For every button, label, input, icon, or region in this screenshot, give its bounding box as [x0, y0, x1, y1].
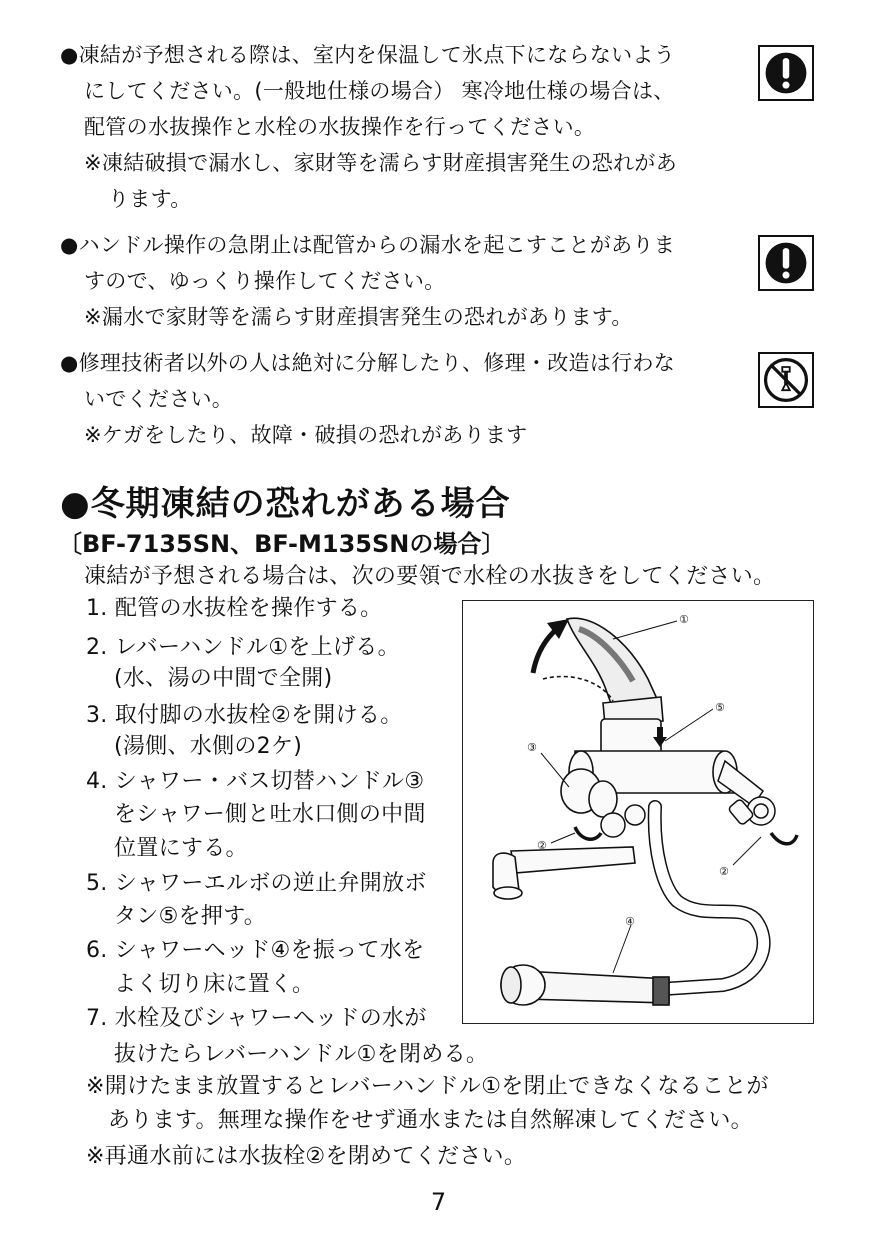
callout-4-shower-head: ④ [625, 915, 635, 928]
warning-2-note: ※漏水で家財等を濡らす財産損害発生の恐れがあります。 [84, 305, 633, 329]
warning-1-line-1: ●凍結が予想される際は、室内を保温して氷点下にならないよう [60, 43, 676, 67]
lever-up-arrow [533, 627, 559, 673]
warning-3-line-2: いでください。 [84, 387, 234, 411]
mandatory-exclamation-icon [758, 235, 814, 291]
page-number: 7 [430, 1188, 447, 1216]
callout-2-right-drain: ② [719, 865, 729, 878]
step-4: 4. シャワー・バス切替ハンドル③ [86, 769, 425, 794]
step-2: 2. レバーハンドル①を上げる。 [86, 635, 400, 660]
step-5-cont: タン⑤を押す。 [114, 904, 267, 929]
step-1: 1. 配管の水抜栓を操作する。 [86, 596, 383, 621]
left-drain-arrow [575, 827, 601, 839]
note-1: ※開けたまま放置するとレバーハンドル①を閉止できなくなることが [86, 1074, 769, 1099]
section-title: ●冬期凍結の恐れがある場合 [60, 484, 511, 524]
warning-1-note-2: ります。 [108, 187, 192, 211]
warning-2-line-2: すので、ゆっくり操作してください。 [84, 269, 446, 293]
step-4-cont-2: 位置にする。 [114, 836, 248, 861]
callout-2-left-drain: ② [537, 839, 547, 852]
no-disassembly-icon [758, 352, 814, 408]
warning-2-line-1: ●ハンドル操作の急閉止は配管からの漏水を起こすことがありま [60, 233, 676, 257]
model-subtitle: 〔BF-7135SN、BF-M135SNの場合〕 [58, 530, 506, 558]
callout-3-switch: ③ [527, 741, 537, 754]
step-7: 7. 水栓及びシャワーヘッドの水が [86, 1006, 427, 1031]
step-5: 5. シャワーエルボの逆止弁開放ボ [86, 871, 427, 896]
step-4-cont-1: をシャワー側と吐水口側の中間 [114, 802, 426, 827]
callout-5-check-valve: ⑤ [715, 701, 725, 714]
shower-head [501, 965, 669, 1005]
note-1-cont: あります。無理な操作をせず通水または自然解凍してください。 [108, 1108, 753, 1133]
warning-1-line-2: にしてください。(一般地仕様の場合） 寒冷地仕様の場合は、 [84, 79, 675, 103]
warning-3-note: ※ケガをしたり、故障・破損の恐れがあります [84, 423, 528, 447]
step-3: 3. 取付脚の水抜栓②を開ける。 [86, 703, 403, 728]
step-3-detail: (湯側、水側の2ケ) [114, 734, 303, 759]
right-drain-arrow [771, 833, 797, 844]
intro-text: 凍結が予想される場合は、次の要領で水栓の水抜きをしてください。 [84, 564, 776, 589]
warning-1-note-1: ※凍結破損で漏水し、家財等を濡らす財産損害発生の恐れがあ [84, 151, 677, 175]
warning-1-line-3: 配管の水抜操作と水栓の水抜操作を行ってください。 [84, 115, 596, 139]
step-2-detail: (水、湯の中間で全開) [114, 666, 333, 691]
step-7-cont: 抜けたらレバーハンドル①を閉める。 [114, 1042, 489, 1067]
callout-1-lever: ① [679, 613, 689, 626]
step-6-cont: よく切り床に置く。 [114, 972, 315, 997]
faucet-diagram [462, 600, 814, 1024]
note-2: ※再通水前には水抜栓②を閉めてください。 [86, 1144, 527, 1169]
mandatory-exclamation-icon [758, 45, 814, 101]
spout [493, 847, 635, 899]
warning-3-line-1: ●修理技術者以外の人は絶対に分解したり、修理・改造は行わな [60, 351, 676, 375]
step-6: 6. シャワーヘッド④を振って水を [86, 938, 425, 963]
